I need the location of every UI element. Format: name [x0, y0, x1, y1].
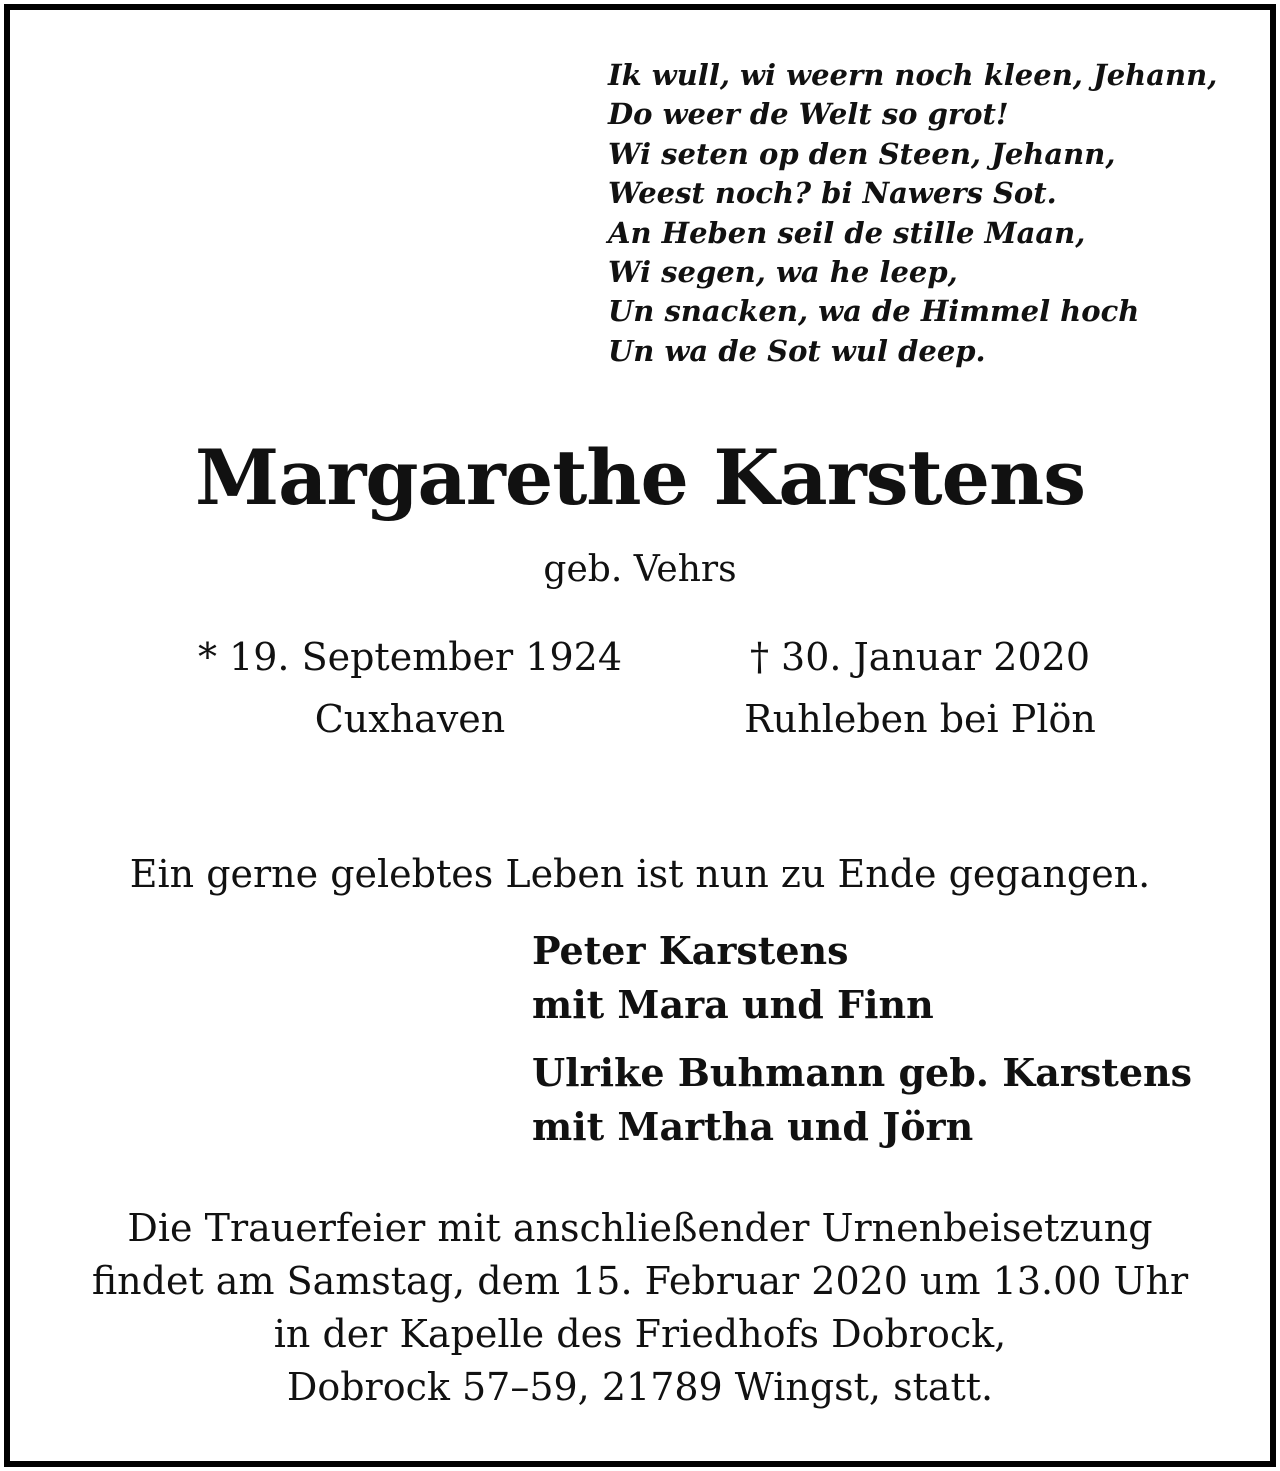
- mourner-group: [532, 924, 1252, 1032]
- poem-line: Do weer de Welt so grot!: [608, 97, 1009, 132]
- poem-line: An Heben seil de stille Maan,: [608, 215, 1086, 250]
- death-date: † 30. Januar 2020: [749, 635, 1091, 679]
- poem-line: Un wa de Sot wul deep.: [608, 333, 986, 368]
- service-line: findet am Samstag, dem 15. Februar 2020 um 13.00 Uhr: [91, 1259, 1189, 1303]
- birth-place: Cuxhaven: [314, 697, 506, 741]
- service-line: in der Kapelle des Friedhofs Dobrock,: [273, 1312, 1007, 1356]
- death-info: [620, 626, 1220, 750]
- service-notice: [0, 1202, 1280, 1414]
- mourner-family: mit Martha und Jörn: [532, 1104, 974, 1149]
- birth-date: * 19. September 1924: [198, 635, 622, 679]
- deceased-name: Margarethe Karstens: [195, 433, 1085, 522]
- poem-line: Ik wull, wi weern noch kleen, Jehann,: [608, 58, 1218, 92]
- mourner-name: Peter Karstens: [532, 928, 849, 973]
- poem-line: Un snacken, wa de Himmel hoch: [608, 294, 1140, 329]
- maiden-name: geb. Vehrs: [543, 549, 737, 590]
- mourner-group: [532, 1046, 1252, 1154]
- death-place: Ruhleben bei Plön: [744, 697, 1096, 741]
- service-line: Die Trauerfeier mit anschließender Urnenbeisetzung: [127, 1206, 1153, 1250]
- poem: [608, 56, 1248, 371]
- mourner-name: Ulrike Buhmann geb. Karstens: [532, 1050, 1193, 1095]
- memorial-phrase: Ein gerne gelebtes Leben ist nun zu Ende gegangen.: [129, 852, 1151, 896]
- poem-line: Wi seten op den Steen, Jehann,: [608, 136, 1116, 171]
- poem-line: Weest noch? bi Nawers Sot.: [608, 176, 1057, 211]
- poem-line: Wi segen, wa he leep,: [608, 254, 958, 289]
- mourner-family: mit Mara und Finn: [532, 982, 934, 1027]
- mourners-list: [532, 924, 1252, 1168]
- service-line: Dobrock 57–59, 21789 Wingst, statt.: [286, 1365, 994, 1409]
